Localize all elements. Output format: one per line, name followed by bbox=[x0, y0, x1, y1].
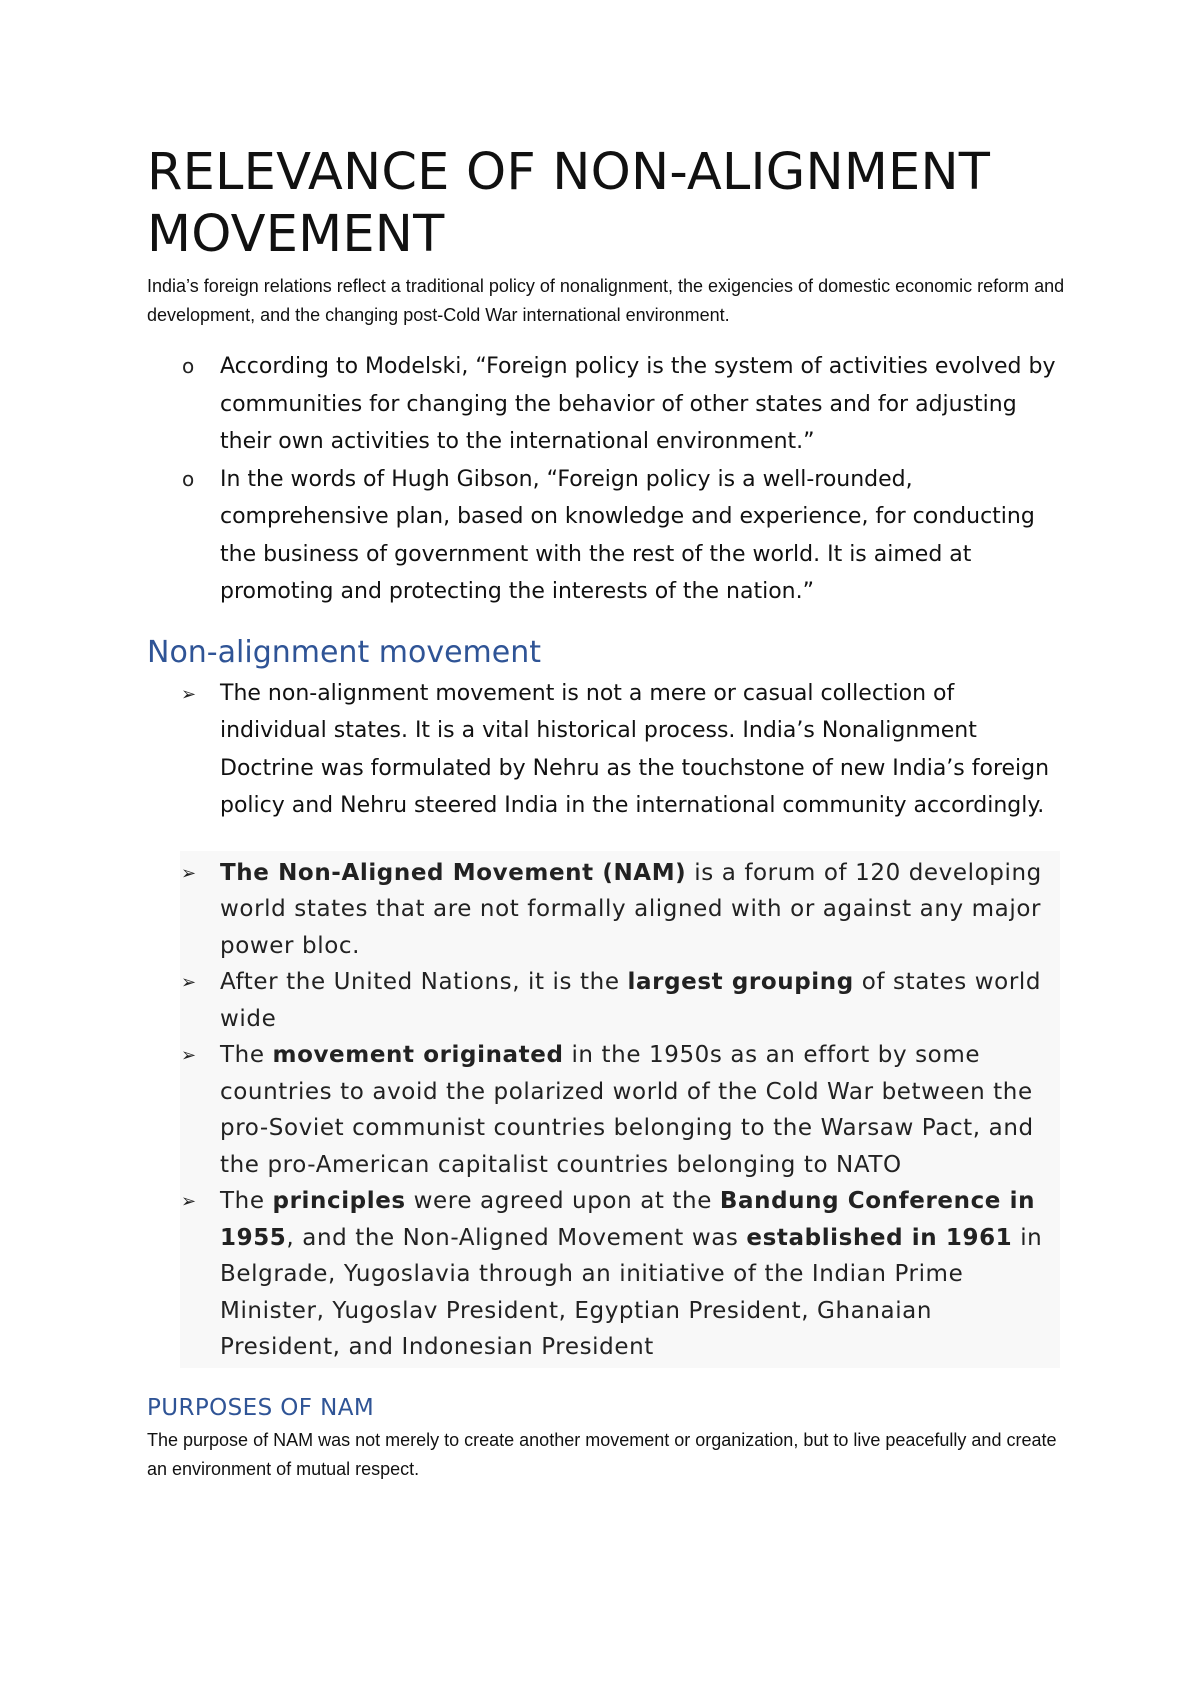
point-text: were agreed upon at the bbox=[405, 1188, 720, 1214]
arrow-bullet-icon: ➢ bbox=[181, 972, 197, 993]
nam-paragraph: The non-alignment movement is not a mere or casual collection of individual states. It is a vital historical process. India’s Nonalignment Doctrine was formulated by Nehru as the touchstone of new India’s foreign policy and Nehru steered India in the international community accordingly. bbox=[220, 680, 1050, 818]
purposes-paragraph: The purpose of NAM was not merely to create another movement or organization, but to live peacefully and create an environment of mutual respect. bbox=[147, 1429, 1057, 1479]
arrow-bullet-icon: ➢ bbox=[181, 683, 197, 705]
bold-text: The Non-Aligned Movement (NAM) bbox=[220, 859, 687, 886]
bold-text: established in 1961 bbox=[746, 1224, 1013, 1251]
bold-text: largest grouping bbox=[627, 969, 854, 995]
document-title: RELEVANCE OF NON-ALIGNMENT MOVEMENT bbox=[147, 143, 991, 264]
quote-text-modelski: According to Modelski, “Foreign policy is the system of activities evolved by communities for changing the behavior of other states and for adjusting their own activities to the international environment.” bbox=[220, 354, 1056, 454]
point-text: in Belgrade, Yugoslavia through an initiative of the Indian Prime Minister, Yugoslav President, Egyptian President, Ghanaian President, and Indonesian President bbox=[220, 1224, 1043, 1360]
list-item bbox=[147, 461, 1067, 611]
point-text: is a forum of 120 developing world states that are not formally aligned with or against any major power bloc. bbox=[220, 859, 1042, 959]
bold-text: movement originated bbox=[272, 1042, 564, 1068]
list-item bbox=[180, 964, 1060, 1037]
list-item bbox=[180, 1037, 1060, 1183]
nam-facts-box bbox=[180, 851, 1060, 1368]
arrow-bullet-icon: ➢ bbox=[181, 1191, 197, 1212]
list-item bbox=[147, 675, 1067, 825]
point-text: in the 1950s as an effort by some countries to avoid the polarized world of the Cold War between the pro-Soviet communist countries belonging to the Warsaw Pact, and the pro-American capitalist countries belonging to NATO bbox=[220, 1042, 1034, 1178]
bold-text: Bandung Conference in 1955 bbox=[220, 1188, 1036, 1251]
circle-bullet-icon: o bbox=[182, 466, 195, 491]
purposes-heading: PURPOSES OF NAM bbox=[147, 1394, 375, 1421]
intro-paragraph: India’s foreign relations reflect a traditional policy of nonalignment, the exigencies of domestic economic reform and development, and the changing post-Cold War international environment. bbox=[147, 276, 1065, 325]
document-body bbox=[147, 142, 1067, 1484]
nam-facts-list bbox=[180, 855, 1060, 1366]
point-text: After the United Nations, it is the bbox=[220, 969, 628, 995]
point-text: The bbox=[220, 1188, 273, 1214]
nam-intro-list bbox=[147, 675, 1067, 825]
quote-text-gibson: In the words of Hugh Gibson, “Foreign policy is a well-rounded, comprehensive plan, based on knowledge and experience, for conducting the business of government with the rest of the world. It is aimed at promoting and protecting the interests of the nation.” bbox=[220, 466, 1035, 604]
point-text: , and the Non-Aligned Movement was bbox=[286, 1224, 747, 1251]
point-text: The bbox=[220, 1042, 273, 1068]
list-item bbox=[147, 348, 1067, 461]
point-text: of states world wide bbox=[220, 969, 1042, 1032]
arrow-bullet-icon: ➢ bbox=[181, 862, 197, 884]
circle-bullet-icon: o bbox=[182, 354, 195, 378]
bold-text: principles bbox=[272, 1188, 406, 1214]
arrow-bullet-icon: ➢ bbox=[181, 1045, 197, 1066]
definition-list bbox=[147, 348, 1067, 611]
section-heading: Non-alignment movement bbox=[147, 634, 541, 670]
list-item bbox=[180, 855, 1060, 965]
list-item bbox=[180, 1183, 1060, 1366]
